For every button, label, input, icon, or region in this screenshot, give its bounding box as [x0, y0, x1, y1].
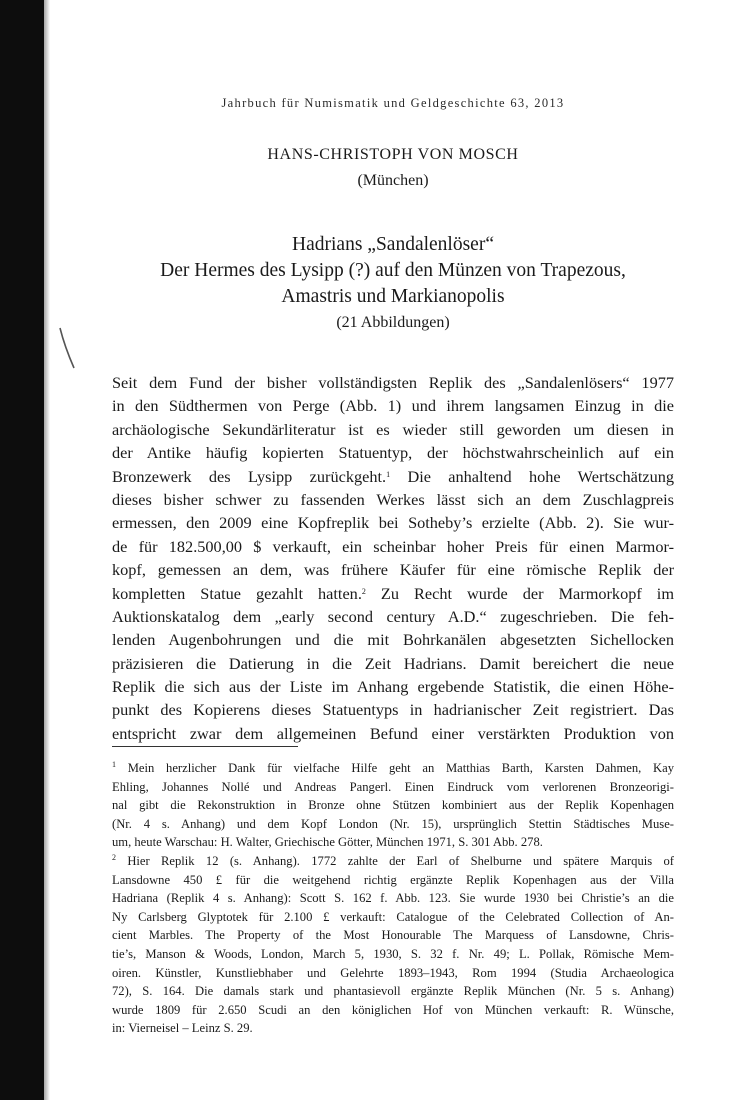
- body-line: ermessen, den 2009 eine Kopfreplik bei Sotheby’s erzielte (Abb. 2). Sie wur-: [112, 513, 674, 533]
- footnote-text: Hier Replik 12 (s. Anhang). 1772 zahlte der Earl of Shelburne und spätere Marquis of: [127, 853, 674, 868]
- body-paragraph: [112, 371, 674, 745]
- author-name: HANS-CHRISTOPH VON MOSCH: [267, 146, 519, 163]
- footnote-1-line: [112, 759, 674, 778]
- footnote-2-line: Hadriana (Replik 4 s. Anhang): Scott S. 162 f. Abb. 123. Sie wurde 1930 bei Christie’s an die: [112, 891, 674, 906]
- body-line-text: Zu Recht wurde der Marmorkopf im: [380, 583, 674, 603]
- body-line: der Antike häufig kopierten Statuentyp, der höchstwahrscheinlich auf ein: [112, 443, 674, 463]
- author-affiliation: (München): [357, 172, 429, 189]
- body-line: dieses bisher schwer zu fassenden Werkes lässt sich an dem Zuschlagpreis: [112, 489, 674, 509]
- footnote-2-line: tie’s, Manson & Woods, London, March 5, 1930, S. 32 f. Nr. 49; L. Pollak, Römische Mem-: [112, 946, 674, 961]
- footnote-2-line: Lansdowne 450 £ für die weitgehend richtig ergänzte Replik Kopenhagen aus der Villa: [112, 872, 674, 887]
- body-line-text: Bronzewerk des Lysipp zurückgeht.: [112, 466, 387, 486]
- footnotes: [112, 759, 674, 1038]
- title-line-3: Amastris und Markianopolis: [281, 286, 505, 307]
- footnote-1-line: nal gibt die Rekonstruktion in Bronze ohne Stützen kombiniert aus der Replik Kopenhagen: [112, 798, 674, 813]
- footnote-divider: [112, 746, 298, 747]
- footnote-2-line: Ny Carlsberg Glyptotek für 2.100 £ verkauft: Catalogue of the Celebrated Collection of An-: [112, 909, 674, 924]
- footnote-ref-1[interactable]: 1: [386, 469, 391, 479]
- footnote-1-line: um, heute Warschau: H. Walter, Griechische Götter, München 1971, S. 301 Abb. 278.: [112, 835, 543, 850]
- body-line-text: kompletten Statue gezahlt hatten.: [112, 583, 362, 603]
- body-line: in den Südthermen von Perge (Abb. 1) und ihrem langsamen Einzug in die: [112, 396, 674, 416]
- body-line: archäologische Sekundärliteratur ist es wieder still geworden um diesen in: [112, 419, 674, 439]
- footnote-1-line: Ehling, Johannes Nollé und Andreas Pangerl. Einen Eindruck vom verlorenen Bronzeorigi-: [112, 779, 674, 794]
- body-line-text: Die anhaltend hohe Wertschätzung: [407, 466, 674, 486]
- margin-pencil-mark: [58, 326, 76, 370]
- journal-header: Jahrbuch für Numismatik und Geldgeschichte 63, 2013: [221, 96, 565, 110]
- footnote-1-line: (Nr. 4 s. Anhang) und dem Kopf London (Nr. 15), ursprünglich Stettin Städtisches Muse-: [112, 816, 674, 831]
- body-line: [112, 465, 674, 488]
- footnote-2-mark: 2: [112, 852, 116, 862]
- body-line: Replik die sich aus der Liste im Anhang ergebende Statistik, die einen Höhe-: [112, 677, 674, 697]
- body-line: de für 182.500,00 $ verkauft, ein scheinbar hoher Preis für einen Marmor-: [112, 536, 674, 556]
- book-spine-shadow: [0, 0, 44, 1100]
- footnote-2-line: cient Marbles. The Property of the Most Honourable The Marquess of Lansdowne, Chris-: [112, 928, 674, 943]
- footnote-2-line: oiren. Künstler, Kunstliebhaber und Gelehrte 1893–1943, Rom 1994 (Studia Archaeologica: [112, 965, 674, 980]
- footnote-1-mark: 1: [112, 760, 116, 769]
- body-line: entspricht zwar dem allgemeinen Befund einer verstärkten Produktion von: [112, 723, 674, 743]
- footnote-2-line: wurde 1809 für 2.650 Scudi an den königlichen Hof von München verkauft: R. Wünsche,: [112, 1002, 674, 1017]
- body-line: Auktionskatalog dem „early second century A.D.“ zugeschrieben. Die feh-: [112, 606, 674, 626]
- article-title: [112, 232, 674, 310]
- figure-count: (21 Abbildungen): [336, 314, 450, 331]
- body-line: lenden Augenbohrungen und die mit Bohrkanälen abgesetzten Sichellocken: [112, 630, 674, 650]
- body-line: punkt des Kopierens dieses Statuentyps in hadrianischer Zeit registriert. Das: [112, 700, 674, 720]
- footnote-ref-2[interactable]: 2: [361, 586, 366, 596]
- title-line-2: Der Hermes des Lysipp (?) auf den Münzen von Trapezous,: [160, 260, 626, 281]
- footnote-2-line: [112, 852, 674, 871]
- footnote-2-line: in: Vierneisel – Leinz S. 29.: [112, 1021, 253, 1036]
- footnote-2-line: 72), S. 164. Die damals stark und phantasievoll ergänzte Replik München (Nr. 5 s. Anhang): [112, 984, 674, 999]
- body-line: präzisieren die Datierung in die Zeit Hadrians. Damit bereichert die neue: [112, 653, 674, 673]
- body-line: Seit dem Fund der bisher vollständigsten Replik des „Sandalenlösers“ 1977: [112, 373, 674, 392]
- body-line: [112, 582, 674, 605]
- title-line-1: Hadrians „Sandalenlöser“: [292, 234, 494, 255]
- body-line: kopf, gemessen an dem, was frühere Käufer für eine römische Replik der: [112, 560, 674, 580]
- footnote-text: Mein herzlicher Dank für vielfache Hilfe geht an Matthias Barth, Karsten Dahmen, Kay: [127, 761, 674, 775]
